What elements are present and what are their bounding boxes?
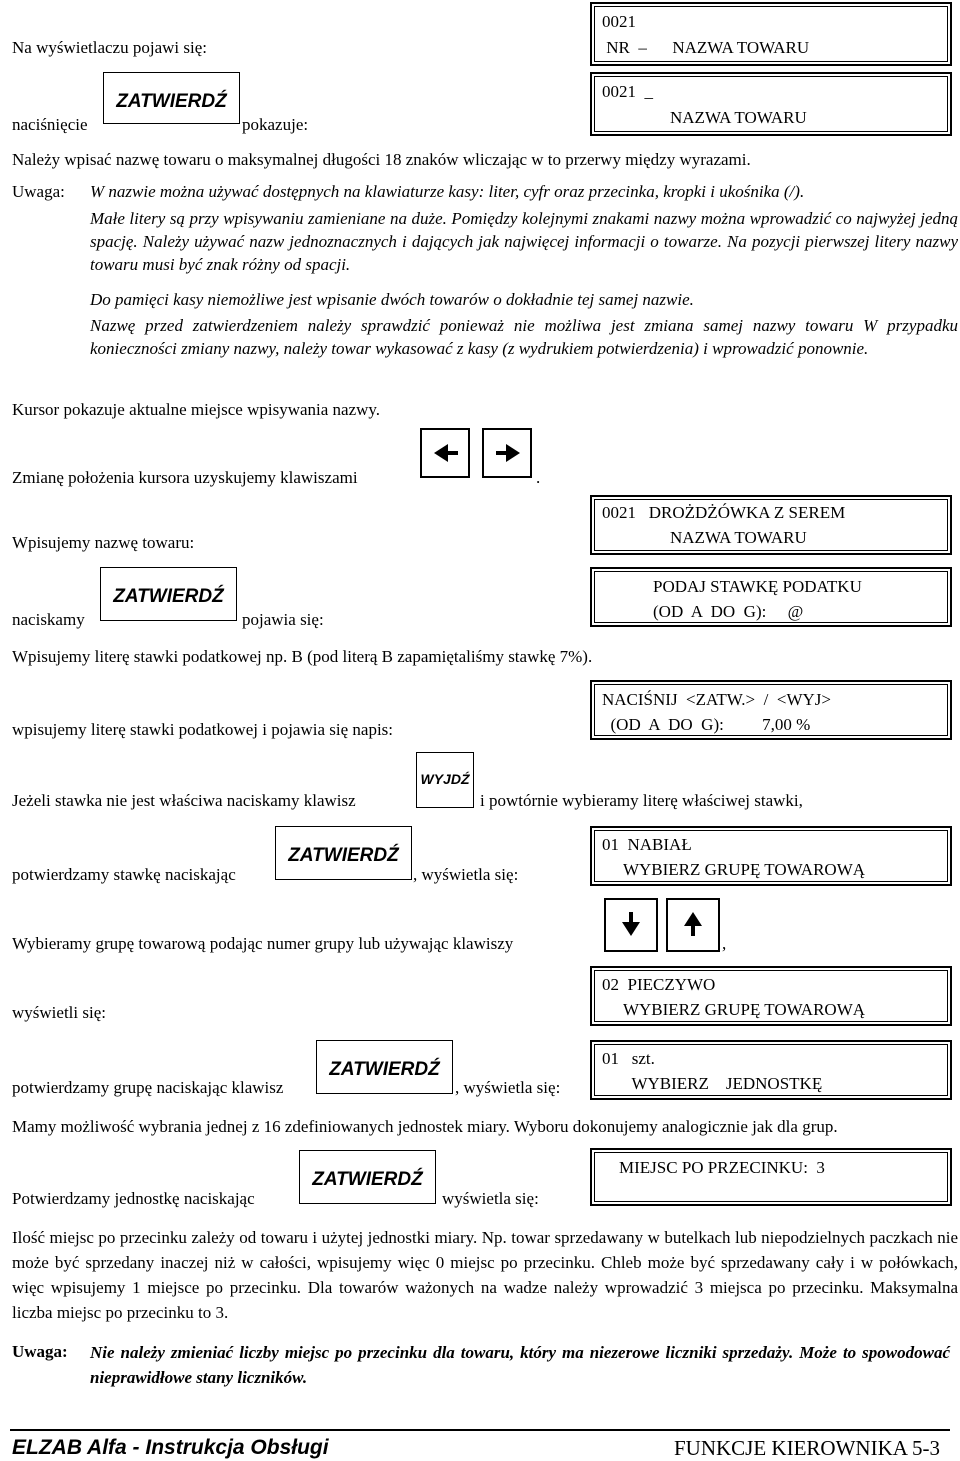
shows-label-2: wyświetli się: [12,1003,106,1022]
lcd-display-3 [590,495,952,555]
decimals-paragraph: Ilość miejsc po przecinku zależy od towaru i użytej jednostki miary. Np. towar sprzedawany w butelkach lub niepodzielnych paczkach nie może być sprzedany inaczej niż w całości, wpisujemy więc 0 miejsc po przecinku. Chleb może być sprzedawany cały i w połówkach, więc wpisujemy 1 miejsce po przecinku. Dla towarów ważonych na wadze należy wprowadzić 3 miejsca po przecinku. Maksymalna liczba miejsc po przecinku to 3. [12,1228,958,1322]
confirm-key[interactable] [103,72,240,124]
footer-page: FUNKCJE KIEROWNIKA 5-3 [674,1436,940,1460]
wrong-rate-text-2: i powtórnie wybieramy literę właściwej stawki, [480,791,803,810]
arrow-left-key[interactable] [420,428,470,478]
lcd-display-7 [590,966,952,1026]
lcd-line: 0021 DROŻDŻÓWKA Z SEREM [602,503,846,522]
confirm-rate-text-2: , wyświetla się: [413,865,519,884]
unit-info: Mamy możliwość wybrania jednej z 16 zdefiniowanych jednostek miary. Wyboru dokonujemy analogicznie jak dla grup. [12,1117,838,1136]
lcd-display-2 [590,72,952,136]
cursor-keys-info: Zmianę położenia kursora uzyskujemy klawiszami [12,468,358,487]
lcd-line: (OD A DO G): 7,00 % [602,715,811,734]
lcd-line: 01 NABIAŁ [602,835,692,854]
confirm-key-label: ZATWIERDŹ [329,1059,440,1080]
cursor-info: Kursor pokazuje aktualne miejsce wpisywania nazwy. [12,400,381,419]
note-paragraph-2: Nazwę przed zatwierdzeniem należy sprawdzić ponieważ nie możliwa jest zmiana samej nazwy towaru W przypadku konieczności zmiany nazwy, należy towar wykasować z kasy (z wydrukiem potwierdzenia) i wprowadzić ponownie. [90,316,958,358]
confirm-key[interactable] [316,1040,453,1094]
confirm-key[interactable] [299,1150,436,1204]
lcd-line: NR – NAZWA TOWARU [602,38,810,57]
group-select-comma: , [722,934,727,953]
arrow-down-icon [606,900,656,950]
lcd-line: WYBIERZ GRUPĘ TOWAROWĄ [602,860,866,879]
arrow-right-key[interactable] [482,428,532,478]
note-allowed-chars: W nazwie można używać dostępnych na klawiaturze kasy: liter, cyfr oraz przecinka, kropki i ukośnika (/). [90,182,805,201]
confirm-key[interactable] [100,567,237,621]
lcd-line: NAZWA TOWARU [602,108,807,127]
lcd-line: 0021 _ [602,82,653,101]
note-paragraph: Małe litery są przy wpisywaniu zamieniane na duże. Pomiędzy kolejnymi znakami nazwy można wprowadzić co najwyżej jedną spację. Należy używać nazw jednoznacznych i dających jak najwięcej informacji o towarze. Na pozycji pierwszej litery nazwy towaru musi być znak różny od spacji. [90,209,958,274]
lcd-display-6 [590,826,952,886]
lcd-line: (OD A DO G): @ [602,602,804,621]
footer-rule [10,1429,950,1431]
confirm-key-label: ZATWIERDŹ [113,586,224,607]
lcd-display-1 [590,2,952,66]
confirm-group-text-2: , wyświetla się: [455,1078,561,1097]
confirm-rate-text: potwierdzamy stawkę naciskając [12,865,236,884]
arrow-left-icon [422,430,468,476]
shows-label: pokazuje: [242,115,309,134]
lcd-display-8 [590,1040,952,1100]
lcd-line: NAZWA TOWARU [602,528,807,547]
appears-label: pojawia się: [242,610,324,629]
lcd-line: NACIŚNIJ <ZATW.> / <WYJ> [602,690,831,709]
note-label-2: Uwaga: [12,1342,68,1361]
lcd-line: 0021 [602,12,636,31]
confirm-unit-text: Potwierdzamy jednostkę naciskając [12,1189,255,1208]
arrow-up-key[interactable] [666,898,720,952]
confirm-group-text: potwierdzamy grupę naciskając klawisz [12,1078,284,1097]
arrow-right-icon [484,430,530,476]
confirm-key-label: ZATWIERDŹ [288,845,399,866]
confirm-key[interactable] [275,826,412,880]
wrong-rate-text: Jeżeli stawka nie jest właściwa naciskamy klawisz [12,791,356,810]
display-intro-label: Na wyświetlaczu pojawi się: [12,38,207,57]
exit-key-label: WYJDŹ [420,771,470,787]
tax-result-label: wpisujemy literę stawki podatkowej i pojawia się napis: [12,720,394,739]
note-decimals-warning: Nie należy zmieniać liczby miejsc po przecinku dla towaru, który ma niezerowe liczniki sprzedaży. Może to spowodować nieprawidłowe stany liczników. [90,1343,950,1387]
note-duplicate-names: Do pamięci kasy niemożliwe jest wpisanie dwóch towarów o dokładnie tej samej nazwie. [90,290,694,309]
lcd-display-5 [590,680,952,740]
tax-rate-info: Wpisujemy literę stawki podatkowej np. B (pod literą B zapamiętaliśmy stawkę 7%). [12,647,593,666]
press-label: naciśnięcie [12,115,88,134]
lcd-line: WYBIERZ GRUPĘ TOWAROWĄ [602,1000,866,1019]
confirm-key-label: ZATWIERDŹ [116,91,227,112]
lcd-line: 02 PIECZYWO [602,975,716,994]
enter-name-label: Wpisujemy nazwę towaru: [12,533,195,552]
lcd-line: MIEJSC PO PRZECINKU: 3 [602,1158,825,1177]
confirm-unit-text-2: wyświetla się: [442,1189,539,1208]
lcd-line: PODAJ STAWKĘ PODATKU [602,577,862,596]
press-label-2: naciskamy [12,610,85,629]
note-label: Uwaga: [12,182,65,201]
footer-title: ELZAB Alfa - Instrukcja Obsługi [12,1436,329,1459]
lcd-line: WYBIERZ JEDNOSTKĘ [602,1074,823,1093]
name-length-info: Należy wpisać nazwę towaru o maksymalnej długości 18 znaków wliczając w to przerwy między wyrazami. [12,150,751,169]
exit-key[interactable] [416,752,474,808]
lcd-line: 01 szt. [602,1049,655,1068]
lcd-display-9 [590,1148,952,1206]
cursor-keys-dot: . [536,468,541,487]
arrow-up-icon [668,900,718,950]
arrow-down-key[interactable] [604,898,658,952]
lcd-display-4 [590,567,952,627]
group-select-text: Wybieramy grupę towarową podając numer grupy lub używając klawiszy [12,934,514,953]
confirm-key-label: ZATWIERDŹ [312,1169,423,1190]
